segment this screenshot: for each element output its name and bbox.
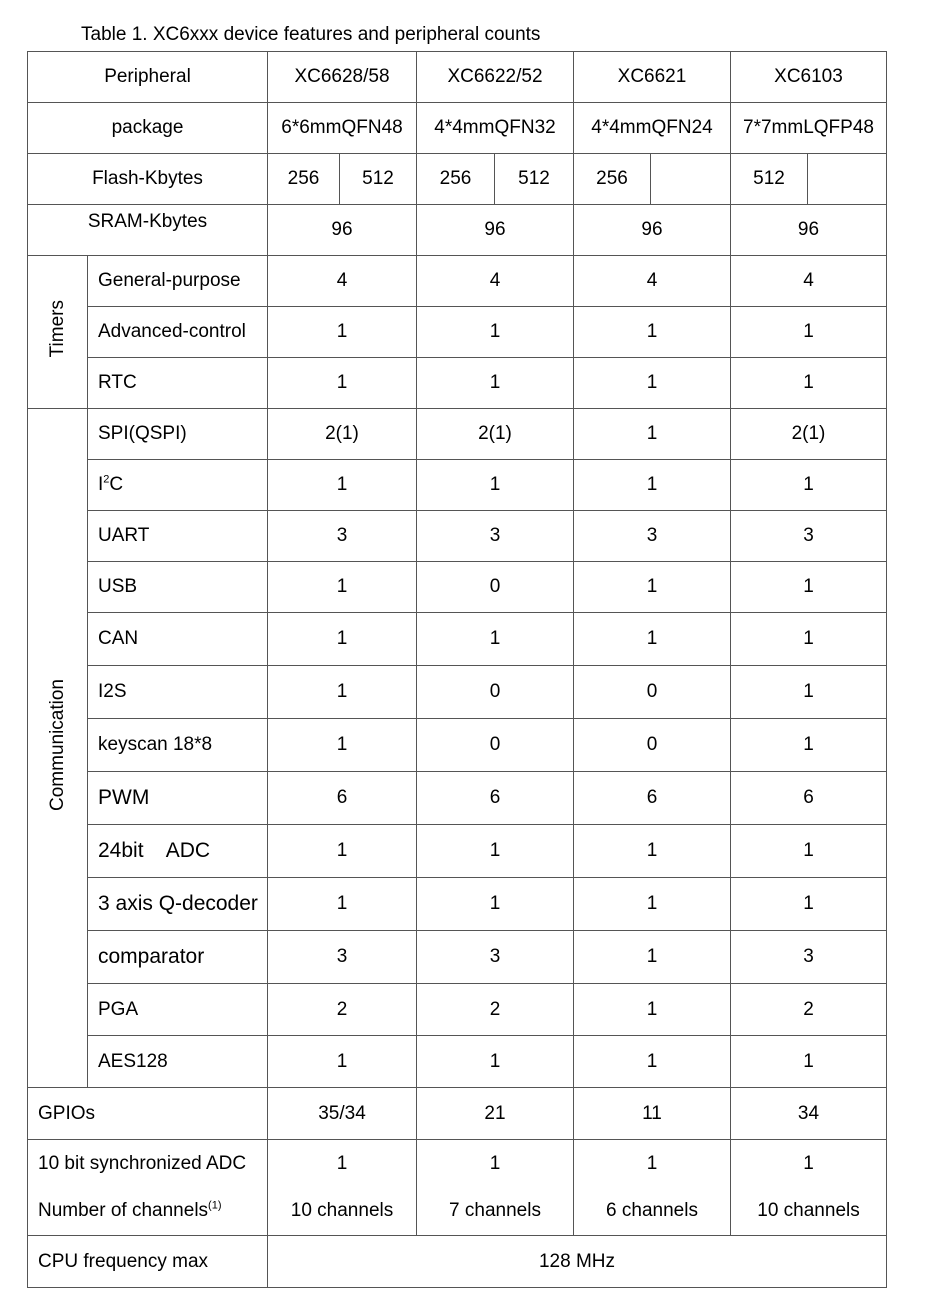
label-base: I xyxy=(98,474,104,495)
row-label: AES128 xyxy=(88,1036,268,1088)
cell: 4 xyxy=(417,256,574,307)
cell: 1 xyxy=(268,1140,417,1188)
cell: 1 xyxy=(731,460,887,511)
row-label: 24bit ADC xyxy=(88,825,268,878)
table-row xyxy=(28,719,887,772)
cell: 1 xyxy=(417,825,574,878)
row-label: PWM xyxy=(88,772,268,825)
cell: 1 xyxy=(268,307,417,358)
cell: 1 xyxy=(417,1036,574,1088)
row-label: 10 bit synchronized ADC xyxy=(28,1140,268,1188)
table-row xyxy=(28,511,887,562)
communication-group-cell xyxy=(28,409,88,1088)
cell: 0 xyxy=(417,719,574,772)
cell: 2 xyxy=(417,984,574,1036)
cell: 1 xyxy=(574,562,731,613)
table-row xyxy=(28,613,887,666)
row-label: SPI(QSPI) xyxy=(88,409,268,460)
cell: 11 xyxy=(574,1088,731,1140)
row-label: 3 axis Q-decoder xyxy=(88,878,268,931)
label-base: Number of channels xyxy=(38,1200,209,1222)
cell: 1 xyxy=(268,1036,417,1088)
table-row xyxy=(28,1036,887,1088)
cell: 10 channels xyxy=(731,1188,887,1236)
label-tail: C xyxy=(109,474,124,495)
cell: 1 xyxy=(574,878,731,931)
cell: 7*7mmLQFP48 xyxy=(731,103,887,154)
cell: 0 xyxy=(417,666,574,719)
cell: 1 xyxy=(574,984,731,1036)
table-row xyxy=(28,1088,887,1140)
cell: 1 xyxy=(417,307,574,358)
cell: 2(1) xyxy=(268,409,417,460)
cell: 1 xyxy=(574,409,731,460)
cell: 3 xyxy=(731,931,887,984)
table-row xyxy=(28,103,887,154)
cell: 1 xyxy=(731,878,887,931)
header-row xyxy=(28,52,887,103)
cell: 1 xyxy=(731,613,887,666)
cell: 1 xyxy=(574,307,731,358)
table-row xyxy=(28,878,887,931)
cell: 0 xyxy=(574,666,731,719)
table-row xyxy=(28,307,887,358)
table-row xyxy=(28,358,887,409)
cell: 256 xyxy=(268,154,340,205)
header-device: XC6621 xyxy=(574,52,731,103)
cell: 1 xyxy=(268,460,417,511)
cell: 1 xyxy=(417,1140,574,1188)
table-row xyxy=(28,154,887,205)
cell: 1 xyxy=(731,358,887,409)
table-row xyxy=(28,984,887,1036)
row-label: comparator xyxy=(88,931,268,984)
row-label: Flash-Kbytes xyxy=(28,154,268,205)
cell xyxy=(651,154,731,205)
label-superscript: 2 xyxy=(103,473,110,486)
cell: 1 xyxy=(417,358,574,409)
cell: 0 xyxy=(574,719,731,772)
cell: 1 xyxy=(268,562,417,613)
cell: 1 xyxy=(731,825,887,878)
cell: 512 xyxy=(731,154,808,205)
cell: 1 xyxy=(731,1140,887,1188)
cell: 10 channels xyxy=(268,1188,417,1236)
table-row xyxy=(28,825,887,878)
cell: 6 xyxy=(268,772,417,825)
cell: 2(1) xyxy=(417,409,574,460)
communication-group-label: Communication xyxy=(46,679,68,811)
header-peripheral: Peripheral xyxy=(28,52,268,103)
cell: 6 xyxy=(574,772,731,825)
cell: 1 xyxy=(574,1036,731,1088)
timers-group-label: Timers xyxy=(46,300,68,358)
table-row xyxy=(28,1188,887,1236)
table-row xyxy=(28,1236,887,1288)
cell: 256 xyxy=(417,154,495,205)
cell: 2(1) xyxy=(731,409,887,460)
cell: 3 xyxy=(731,511,887,562)
row-label: I2S xyxy=(88,666,268,719)
row-label: CAN xyxy=(88,613,268,666)
cell: 3 xyxy=(268,511,417,562)
cell xyxy=(808,154,887,205)
cell: 1 xyxy=(417,878,574,931)
cell: 512 xyxy=(495,154,574,205)
row-label: UART xyxy=(88,511,268,562)
cell: 1 xyxy=(731,1036,887,1088)
table-row xyxy=(28,772,887,825)
cell: 4 xyxy=(731,256,887,307)
row-label: SRAM-Kbytes xyxy=(28,205,268,256)
row-label: package xyxy=(28,103,268,154)
row-label: General-purpose xyxy=(88,256,268,307)
row-label: CPU frequency max xyxy=(28,1236,268,1288)
cell: 1 xyxy=(731,719,887,772)
cell: 512 xyxy=(340,154,417,205)
table-row xyxy=(28,1140,887,1188)
table-row xyxy=(28,460,887,511)
cell: 6 xyxy=(417,772,574,825)
cell: 128 MHz xyxy=(268,1236,887,1288)
header-device: XC6628/58 xyxy=(268,52,417,103)
cell: 1 xyxy=(574,931,731,984)
row-label-i2c xyxy=(88,460,268,511)
cell: 6*6mmQFN48 xyxy=(268,103,417,154)
header-device: XC6103 xyxy=(731,52,887,103)
cell: 1 xyxy=(268,666,417,719)
cell: 96 xyxy=(574,205,731,256)
cell: 3 xyxy=(574,511,731,562)
header-device: XC6622/52 xyxy=(417,52,574,103)
cell: 1 xyxy=(268,719,417,772)
cell: 34 xyxy=(731,1088,887,1140)
cell: 1 xyxy=(731,307,887,358)
cell: 7 channels xyxy=(417,1188,574,1236)
row-label: Advanced-control xyxy=(88,307,268,358)
table-row xyxy=(28,205,887,256)
table-row xyxy=(28,666,887,719)
cell: 6 xyxy=(731,772,887,825)
cell: 0 xyxy=(417,562,574,613)
cell: 96 xyxy=(268,205,417,256)
cell: 3 xyxy=(417,511,574,562)
cell: 1 xyxy=(574,1140,731,1188)
cell: 1 xyxy=(268,825,417,878)
cell: 1 xyxy=(574,358,731,409)
table-row xyxy=(28,562,887,613)
cell: 6 channels xyxy=(574,1188,731,1236)
cell: 2 xyxy=(268,984,417,1036)
cell: 21 xyxy=(417,1088,574,1140)
cell: 1 xyxy=(268,358,417,409)
cell: 96 xyxy=(417,205,574,256)
row-label: PGA xyxy=(88,984,268,1036)
row-label: RTC xyxy=(88,358,268,409)
row-label-channels xyxy=(28,1188,268,1236)
cell: 1 xyxy=(417,613,574,666)
cell: 1 xyxy=(268,613,417,666)
cell: 1 xyxy=(417,460,574,511)
table-row xyxy=(28,931,887,984)
cell: 4*4mmQFN24 xyxy=(574,103,731,154)
cell: 4 xyxy=(574,256,731,307)
cell: 4*4mmQFN32 xyxy=(417,103,574,154)
row-label: keyscan 18*8 xyxy=(88,719,268,772)
table-caption: Table 1. XC6xxx device features and peripheral counts xyxy=(81,24,541,45)
cell: 96 xyxy=(731,205,887,256)
cell: 35/34 xyxy=(268,1088,417,1140)
device-features-table xyxy=(27,51,887,1288)
cell: 4 xyxy=(268,256,417,307)
row-label: GPIOs xyxy=(28,1088,268,1140)
cell: 256 xyxy=(574,154,651,205)
cell: 1 xyxy=(574,825,731,878)
cell: 3 xyxy=(417,931,574,984)
row-label: USB xyxy=(88,562,268,613)
label-superscript: (1) xyxy=(208,1199,222,1212)
table-row xyxy=(28,409,887,460)
cell: 2 xyxy=(731,984,887,1036)
timers-group-cell xyxy=(28,256,88,409)
cell: 1 xyxy=(268,878,417,931)
table-row xyxy=(28,256,887,307)
cell: 1 xyxy=(731,666,887,719)
cell: 3 xyxy=(268,931,417,984)
cell: 1 xyxy=(574,613,731,666)
cell: 1 xyxy=(574,460,731,511)
cell: 1 xyxy=(731,562,887,613)
